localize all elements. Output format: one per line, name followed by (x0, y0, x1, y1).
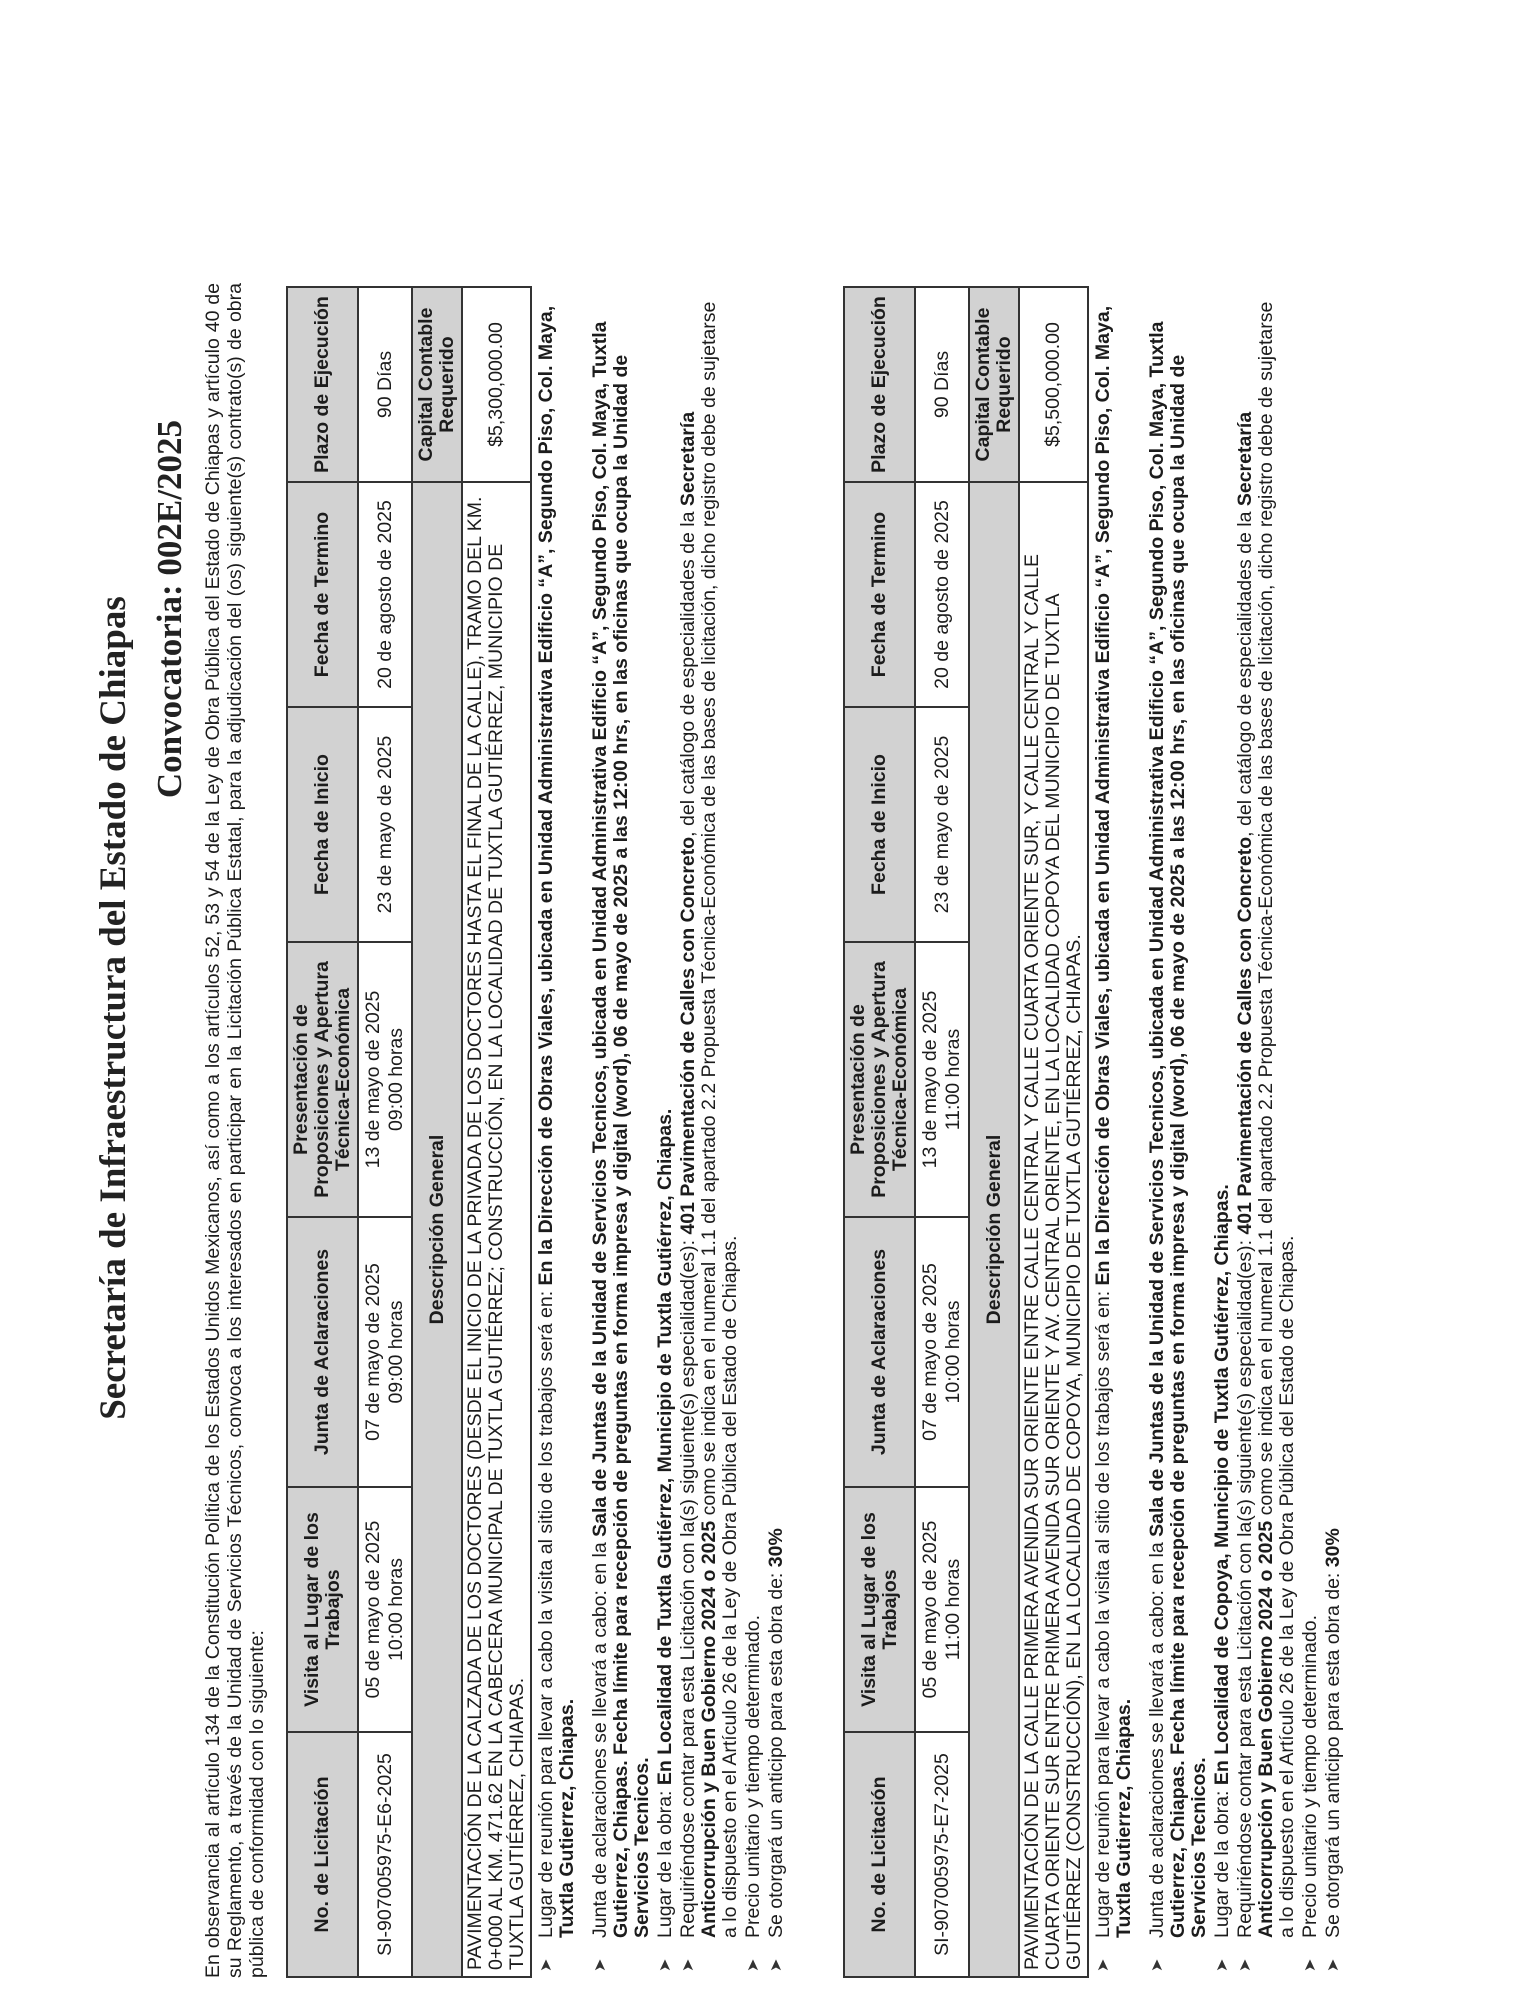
visita-fecha: 05 de mayo de 2025 (919, 1520, 941, 1699)
licitacion-block-2 (843, 288, 1346, 1978)
arrow-bullet-icon: ➤ (768, 1958, 785, 1972)
agency-title: Secretaría de Infraestructura del Estado de Chiapas (93, 596, 134, 1420)
cell-junta (358, 1217, 412, 1487)
header-plazo: Plazo de Ejecución (287, 287, 358, 482)
list-item: ➤ Lugar de la obra: En Localidad de Copoya, Municipio de Tuxtla Gutiérrez, Chiapas. (1211, 1184, 1233, 1972)
arrow-bullet-icon: ➤ (592, 1958, 609, 1972)
arrow-bullet-icon: ➤ (1302, 1958, 1319, 1972)
header-inicio: Fecha de Inicio (287, 707, 358, 942)
header-visita: Visita al Lugar de los Trabajos (844, 1487, 915, 1732)
cell-termino: 20 de agosto de 2025 (358, 482, 412, 707)
header-presentacion: Presentación de Proposiciones y Apertura Técnica-Económica (844, 942, 915, 1217)
list-item: ➤ Se otorgará un anticipo para esta obra de: 30% (765, 1528, 787, 1972)
cell-descripcion: PAVIMENTACIÓN DE LA CALLE PRIMERA AVENIDA SUR ORIENTE ENTRE CALLE CENTRAL Y CALLE CUARTA ORIENTE SUR, Y CALLE CENTRAL Y CALLE CUARTA ORIENTE SUR ENTRE PRIMERA AVENIDA SUR ORIENTE Y AV. CENTRAL ORIENTE, EN LA LOCALIDAD COPOYA DEL MUNICIPIO DE TUXTLA GUTIÉRREZ (CONSTRUCCIÓN), EN LA LOCALIDAD DE COPOYA, MUNICIPIO DE TUXTLA GUTIÉRREZ, CHIAPAS. (1019, 482, 1088, 1977)
list-item: ➤ Lugar de reunión para llevar a cabo la visita al sitio de los trabajos será en: En la Dirección de Obras Viales, ubicada en Unidad Administrativa Edificio “A”, Segundo Piso, Col. Maya, Tuxtla Gutierrez, Chiapas. (535, 305, 578, 1972)
header-presentacion: Presentación de Proposiciones y Apertura Técnica-Económica (287, 942, 358, 1217)
header-junta: Junta de Aclaraciones (287, 1217, 358, 1487)
list-item: ➤ Precio unitario y tiempo determinado. (742, 1615, 764, 1972)
cell-numero: SI-907005975-E6-2025 (358, 1732, 412, 1977)
cell-plazo: 90 Días (358, 287, 412, 482)
arrow-bullet-icon: ➤ (1325, 1958, 1342, 1972)
licitacion-table (286, 286, 532, 1978)
cell-visita (358, 1487, 412, 1732)
header-visita: Visita al Lugar de los Trabajos (287, 1487, 358, 1732)
header-descripcion: Descripción General (969, 482, 1019, 1977)
list-item: ➤ Requiriéndose contar para esta Licitación con la(s) siguiente(s) especialidad(es): 401 Pavimentación de Calles con Concreto, del catálogo de especialidades de la Secretaría Anticorrupción y Buen Gobierno 2024 o 2025 como se indica en el numeral 1.1 del apartado 2.2 Propuesta Técnica-Económica de las bases de licitación, dicho registro debe de sujetarse a lo dispuesto en el Artículo 26 de la Ley de Obra Pública del Estado de Chiapas. (677, 301, 741, 1972)
licitacion-block-1 (286, 288, 789, 1978)
header-no-licitacion: No. de Licitación (287, 1732, 358, 1977)
list-item: ➤ Precio unitario y tiempo determinado. (1299, 1615, 1321, 1972)
cell-termino: 20 de agosto de 2025 (915, 482, 969, 707)
list-item: ➤ Lugar de reunión para llevar a cabo la visita al sitio de los trabajos será en: En la Dirección de Obras Viales, ubicada en Unidad Administrativa Edificio “A”, Segundo Piso, Col. Maya, Tuxtla Gutierrez, Chiapas. (1092, 305, 1135, 1972)
conditions-list (1093, 288, 1344, 1978)
cell-capital: $5,500,000.00 (1019, 287, 1088, 482)
intro-paragraph: En observancia al artículo 134 de la Constitución Política de los Estados Unidos Mexicanos, así como a los artículos 52, 53 y 54 de la Ley de Obra Pública del Estado de Chiapas y artículo 40 de su Reglamento, a través de la Unidad de Servicios Técnicos, convoca a los interesados en participar en la Licitación Pública Estatal, para la adjudicación del (os) siguiente(s) contrato(s) de obra pública de conformidad con lo siguiente: (202, 283, 268, 1978)
arrow-bullet-icon: ➤ (1095, 1958, 1112, 1972)
presentacion-hora: 09:00 horas (385, 1028, 407, 1131)
arrow-bullet-icon: ➤ (745, 1958, 762, 1972)
header-inicio: Fecha de Inicio (844, 707, 915, 942)
cell-visita (915, 1487, 969, 1732)
visita-hora: 11:00 horas (942, 1558, 964, 1661)
header-termino: Fecha de Termino (844, 482, 915, 707)
header-capital: Capital Contable Requerido (969, 287, 1019, 482)
cell-descripcion: PAVIMENTACIÓN DE LA CALZADA DE LOS DOCTORES (DESDE EL INICIO DE LA PRIVADA DE LOS DOCTORES HASTA EL FINAL DE LA CALLE), TRAMO DEL KM. 0+000 AL KM. 471.62 EN LA CABECERA MUNICIPAL DE TUXTLA GUTIÉRREZ; CONSTRUCCIÓN, EN LA LOCALIDAD DE TUXTLA GUTIÉRREZ, MUNICIPIO DE TUXTLA GUTIÉRREZ, CHIAPAS. (462, 482, 531, 1977)
list-item: ➤ Lugar de la obra: En Localidad de Tuxtla Gutiérrez, Municipio de Tuxtla Gutiérrez, Chiapas. (654, 1108, 676, 1972)
visita-hora: 10:00 horas (385, 1558, 407, 1661)
header-plazo: Plazo de Ejecución (844, 287, 915, 482)
cell-presentacion (915, 942, 969, 1217)
header-capital: Capital Contable Requerido (412, 287, 462, 482)
list-item: ➤ Junta de aclaraciones se llevará a cabo: en la Sala de Juntas de la Unidad de Servicios Tecnicos, ubicada en Unidad Administrativa Edificio “A”, Segundo Piso, Col. Maya, Tuxtla Gutierrez, Chiapas. Fecha límite para recepción de preguntas en forma impresa y digital (word), 06 de mayo de 2025 a las 12:00 hrs, en las oficinas que ocupa la Unidad de Servicios Tecnicos. (589, 321, 653, 1972)
list-item: ➤ Se otorgará un anticipo para esta obra de: 30% (1322, 1528, 1344, 1972)
cell-inicio: 23 de mayo de 2025 (915, 707, 969, 942)
header-no-licitacion: No. de Licitación (844, 1732, 915, 1977)
junta-fecha: 07 de mayo de 2025 (362, 1263, 384, 1441)
conditions-list (536, 288, 787, 1978)
header-descripcion: Descripción General (412, 482, 462, 1977)
presentacion-hora: 11:00 horas (942, 1028, 964, 1131)
cell-presentacion (358, 942, 412, 1217)
header (0, 0, 200, 2016)
list-item: ➤ Junta de aclaraciones se llevará a cabo: en la Sala de Juntas de la Unidad de Servicios Tecnicos, ubicada en Unidad Administrativa Edificio “A”, Segundo Piso, Col. Maya, Tuxtla Gutierrez, Chiapas. Fecha límite para recepción de preguntas en forma impresa y digital (word), 06 de mayo de 2025 a las 12:00 hrs, en las oficinas que ocupa la Unidad de Servicios Tecnicos. (1146, 321, 1210, 1972)
visita-fecha: 05 de mayo de 2025 (362, 1520, 384, 1699)
convocatoria-number: Convocatoria: 002E/2025 (150, 420, 189, 799)
cell-junta (915, 1217, 969, 1487)
arrow-bullet-icon: ➤ (1149, 1958, 1166, 1972)
header-junta: Junta de Aclaraciones (844, 1217, 915, 1487)
cell-numero: SI-907005975-E7-2025 (915, 1732, 969, 1977)
header-termino: Fecha de Termino (287, 482, 358, 707)
cell-capital: $5,300,000.00 (462, 287, 531, 482)
arrow-bullet-icon: ➤ (1237, 1958, 1254, 1972)
junta-hora: 10:00 horas (942, 1300, 964, 1404)
arrow-bullet-icon: ➤ (657, 1958, 674, 1972)
junta-hora: 09:00 horas (385, 1300, 407, 1404)
list-item: ➤ Requiriéndose contar para esta Licitación con la(s) siguiente(s) especialidad(es): 401 Pavimentación de Calles con Concreto, del catálogo de especialidades de la Secretaría Anticorrupción y Buen Gobierno 2024 o 2025 como se indica en el numeral 1.1 del apartado 2.2 Propuesta Técnica-Económica de las bases de licitación, dicho registro debe de sujetarse a lo dispuesto en el Artículo 26 de la Ley de Obra Pública del Estado de Chiapas. (1234, 301, 1298, 1972)
arrow-bullet-icon: ➤ (1214, 1958, 1231, 1972)
cell-inicio: 23 de mayo de 2025 (358, 707, 412, 942)
cell-plazo: 90 Días (915, 287, 969, 482)
arrow-bullet-icon: ➤ (680, 1958, 697, 1972)
arrow-bullet-icon: ➤ (538, 1958, 555, 1972)
presentacion-fecha: 13 de mayo de 2025 (919, 990, 941, 1169)
junta-fecha: 07 de mayo de 2025 (919, 1263, 941, 1441)
licitacion-table (843, 286, 1089, 1978)
presentacion-fecha: 13 de mayo de 2025 (362, 990, 384, 1169)
